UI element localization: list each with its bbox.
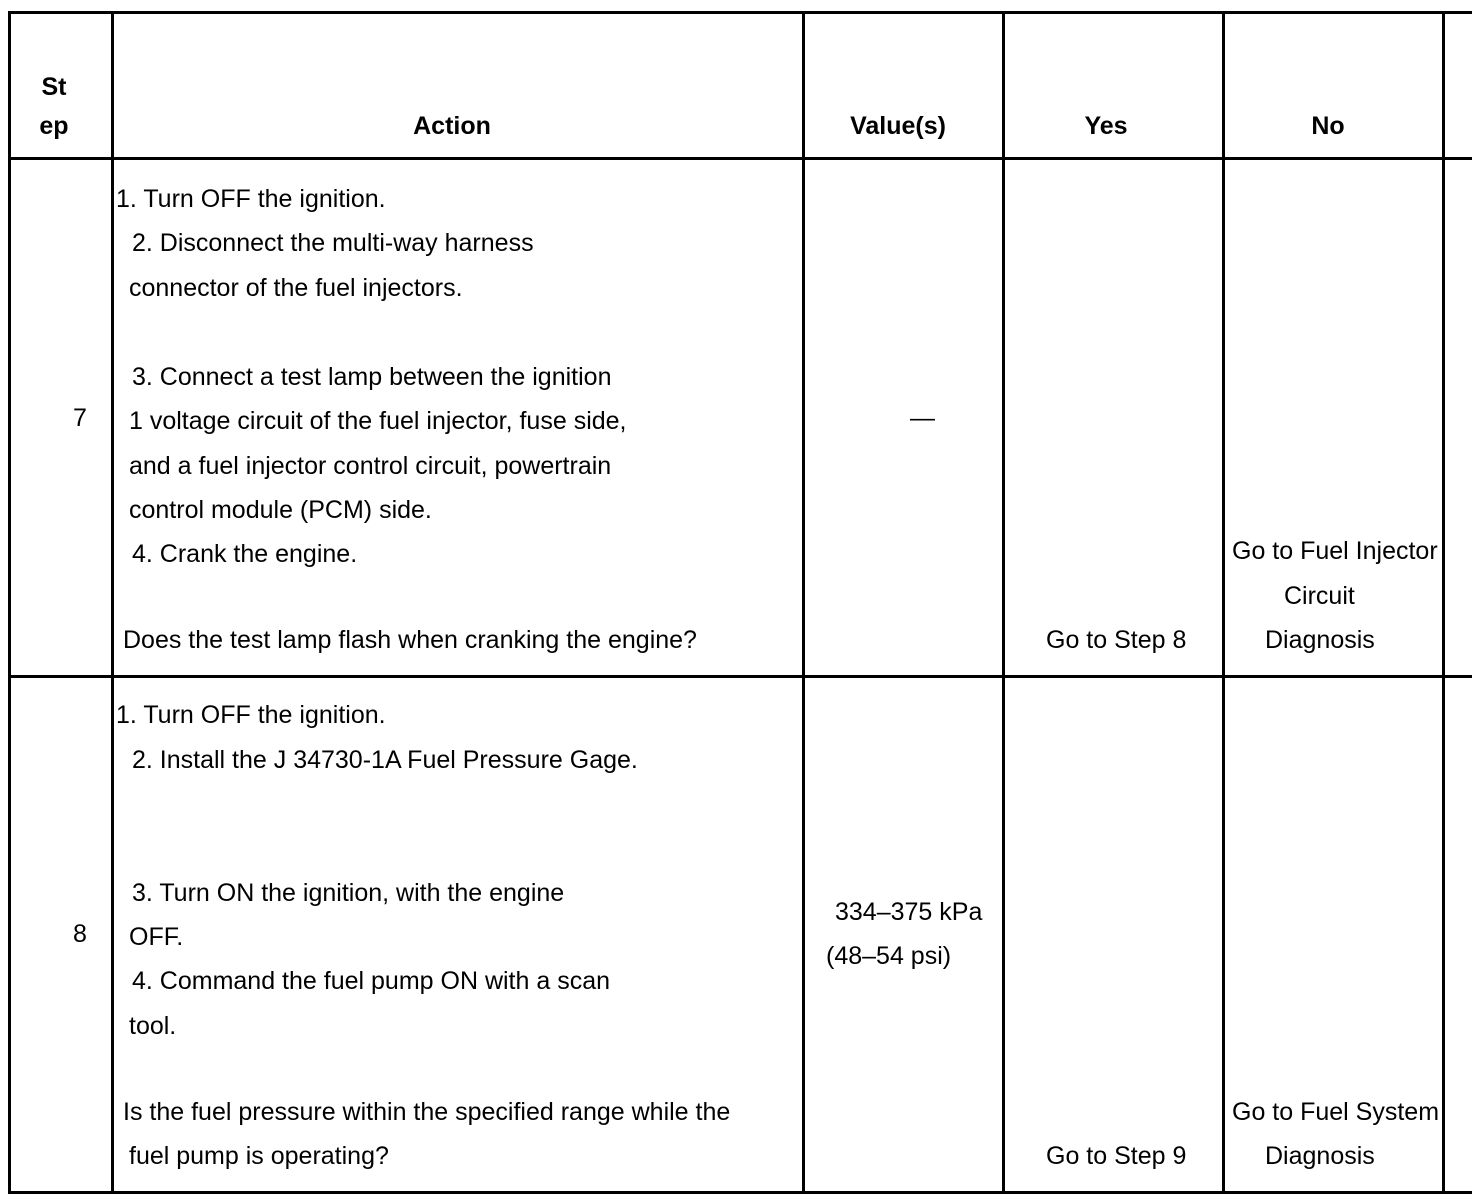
no-line: Diagnosis bbox=[1265, 1142, 1375, 1170]
action-line: 1 voltage circuit of the fuel injector, fuse side, bbox=[129, 407, 627, 435]
action-line: OFF. bbox=[129, 923, 184, 951]
action-line: 1. Turn OFF the ignition. bbox=[116, 701, 386, 729]
action-question: Is the fuel pressure within the specified range while the bbox=[123, 1098, 731, 1126]
column-divider-step bbox=[111, 11, 114, 1194]
header-divider bbox=[8, 157, 1472, 160]
action-line: 4. Command the fuel pump ON with a scan bbox=[132, 967, 611, 995]
value-line: (48–54 psi) bbox=[826, 942, 952, 970]
action-line: tool. bbox=[129, 1012, 177, 1040]
column-divider-right bbox=[1442, 11, 1445, 1194]
step-number: 7 bbox=[73, 404, 87, 432]
column-divider-values bbox=[1002, 11, 1005, 1194]
no-line: Diagnosis bbox=[1265, 626, 1375, 654]
column-divider-action bbox=[802, 11, 805, 1194]
no-line: Go to Fuel Injector bbox=[1232, 537, 1438, 565]
action-question: fuel pump is operating? bbox=[129, 1142, 389, 1170]
action-question: Does the test lamp flash when cranking the engine? bbox=[123, 626, 697, 654]
column-divider-left bbox=[8, 11, 11, 1194]
action-line: 2. Install the J 34730-1A Fuel Pressure Gage. bbox=[132, 746, 638, 774]
action-line: and a fuel injector control circuit, powertrain bbox=[129, 452, 612, 480]
action-line: 3. Turn ON the ignition, with the engine bbox=[132, 879, 565, 907]
yes-cell: Go to Step 8 bbox=[1046, 626, 1187, 654]
action-line: 1. Turn OFF the ignition. bbox=[116, 185, 386, 213]
value-cell: — bbox=[910, 404, 935, 432]
yes-cell: Go to Step 9 bbox=[1046, 1142, 1187, 1170]
header-yes: Yes bbox=[1084, 112, 1128, 140]
action-line: 2. Disconnect the multi-way harness bbox=[132, 229, 534, 257]
value-line: 334–375 kPa bbox=[835, 898, 983, 926]
no-line: Go to Fuel System bbox=[1232, 1098, 1440, 1126]
action-line: 3. Connect a test lamp between the ignition bbox=[132, 363, 612, 391]
table-border-top bbox=[8, 11, 1472, 14]
no-line: Circuit bbox=[1284, 582, 1355, 610]
header-step-line2: ep bbox=[39, 112, 69, 140]
header-no: No bbox=[1311, 112, 1345, 140]
header-action: Action bbox=[413, 112, 491, 140]
header-values: Value(s) bbox=[850, 112, 946, 140]
action-line: 4. Crank the engine. bbox=[132, 540, 358, 568]
row-divider bbox=[8, 675, 1472, 678]
action-line: control module (PCM) side. bbox=[129, 496, 432, 524]
no-cell bbox=[1225, 530, 1442, 670]
table-border-bottom bbox=[8, 1191, 1472, 1194]
action-line: connector of the fuel injectors. bbox=[129, 274, 463, 302]
header-step-line1: St bbox=[41, 73, 67, 101]
no-cell bbox=[1225, 1090, 1442, 1186]
step-number: 8 bbox=[73, 920, 87, 948]
